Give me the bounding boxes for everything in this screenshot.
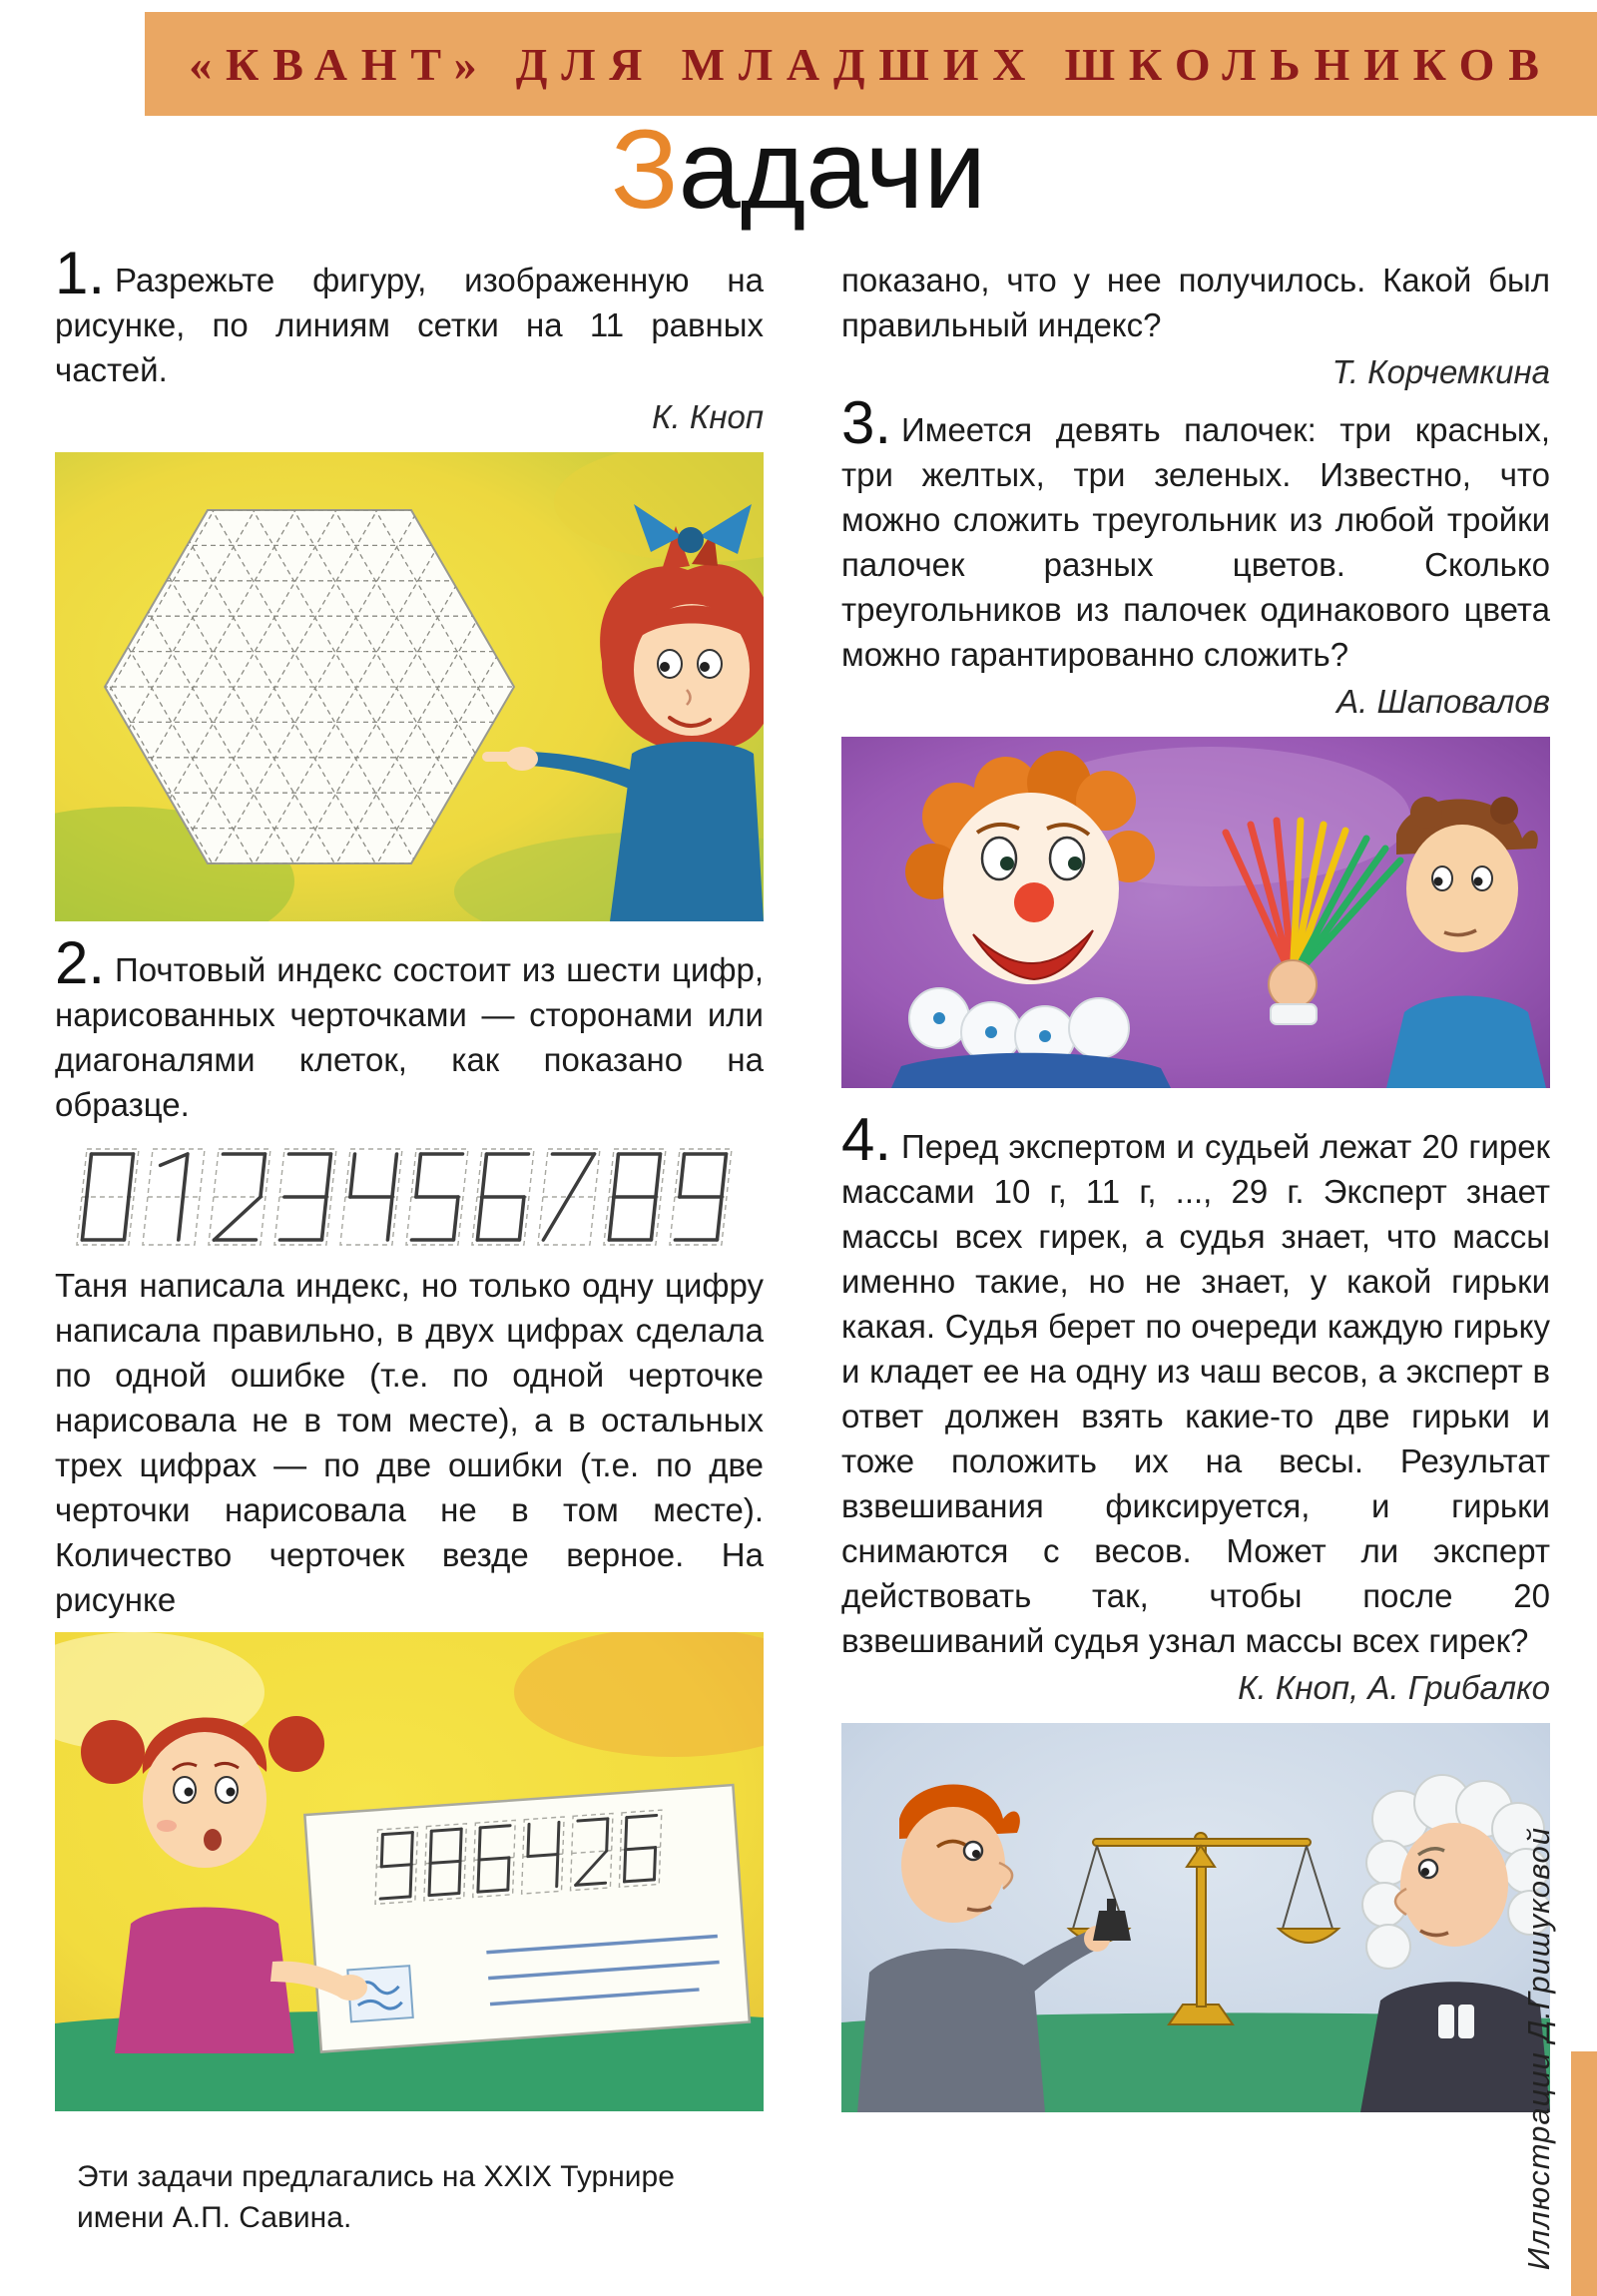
illustration-balance-scale xyxy=(841,1723,1550,2112)
right-column xyxy=(841,258,1550,2130)
problem-4-author: К. Кноп, А. Грибалко xyxy=(1238,1669,1550,1706)
problem-3-text xyxy=(841,389,1550,677)
envelope xyxy=(304,1785,750,2051)
problem-2-number: 2. xyxy=(55,929,106,996)
shirt xyxy=(115,1908,294,2054)
two-column-layout xyxy=(55,240,1550,2238)
illustration-envelope-girl xyxy=(55,1632,764,2111)
illustrator-credit: Иллюстрации Д.Гришуковой xyxy=(1521,1826,1556,2270)
title-rest: адачи xyxy=(678,107,987,232)
problem-3-body: Имеется девять палочек: три красных, три желтых, три зеленых. Известно, что можно сложить треугольник из любой тройки палочек разных цветов. Сколько треугольников из палочек одинакового цвета можно гарантированно сложить? xyxy=(841,411,1550,673)
section-band-title: «КВАНТ» ДЛЯ МЛАДШИХ ШКОЛЬНИКОВ xyxy=(189,38,1553,90)
problem-2-text-main: Таня написала индекс, но только одну цифру написала правильно, в двух цифрах сделала по одной ошибке (т.е. по одной черточке нарисовала не в том месте), а в остальных трех цифрах — по две ошибки (т.е. по две черточки нарисовала не в том месте). Количество черточек везде верное. На рисунке xyxy=(55,1267,764,1618)
problem-3-number: 3. xyxy=(841,389,892,456)
footnote: Эти задачи предлагались на XXIX Турнире имени А.П. Савина. xyxy=(77,2160,675,2234)
problem-3-author: А. Шаповалов xyxy=(1336,683,1550,720)
segment-digits xyxy=(77,1149,732,1245)
left-column xyxy=(55,240,764,2238)
illustration-hexagon-girl xyxy=(55,452,764,921)
problem-2-author: Т. Корчемкина xyxy=(1331,353,1550,390)
problem-4-number: 4. xyxy=(841,1106,892,1173)
problem-1-number: 1. xyxy=(55,240,106,306)
surprised-mouth xyxy=(204,1829,222,1851)
problem-2-text-continued: показано, что у нее получилось. Какой был правильный индекс? xyxy=(841,262,1550,343)
postal-digits-sample xyxy=(55,1141,764,1253)
problem-4-body: Перед экспертом и судьей лежат 20 гирек массами 10 г, 11 г, ..., 29 г. Эксперт знает массы всех гирек, а судья знает, что массы именно такие, но не знает, у какой гирьки какая. Судья берет по очереди каждую гирьку и кладет ее на одну из чаш весов, а эксперт в ответ должен взять какие-то две гирьки и тоже положить их на весы. Результат взвешивания фиксируется, и гирьки снимаются с весов. Может ли эксперт действовать так, чтобы после 20 взвешиваний судья узнал массы всех гирек? xyxy=(841,1128,1550,1659)
problem-4-text xyxy=(841,1106,1550,1663)
right-edge-strip xyxy=(1571,2051,1597,2296)
clown-nose xyxy=(1014,882,1054,922)
illustration-clown-sticks xyxy=(841,737,1550,1088)
title-initial: З xyxy=(610,107,679,232)
section-band xyxy=(145,12,1597,116)
hand-holding-sticks xyxy=(1269,960,1317,1008)
problem-1-author: К. Кноп xyxy=(652,398,764,435)
problem-2-text xyxy=(55,929,764,1127)
problem-1-body: Разрежьте фигуру, изображенную на рисунке, по линиям сетки на 11 равных частей. xyxy=(55,262,764,388)
page-title xyxy=(0,108,1597,231)
pointing-finger xyxy=(482,752,518,762)
problem-2-body: Почтовый индекс состоит из шести цифр, нарисованных черточками — сторонами или диагоналями клеток, как показано на образце. xyxy=(55,951,764,1123)
problem-1-text xyxy=(55,240,764,392)
